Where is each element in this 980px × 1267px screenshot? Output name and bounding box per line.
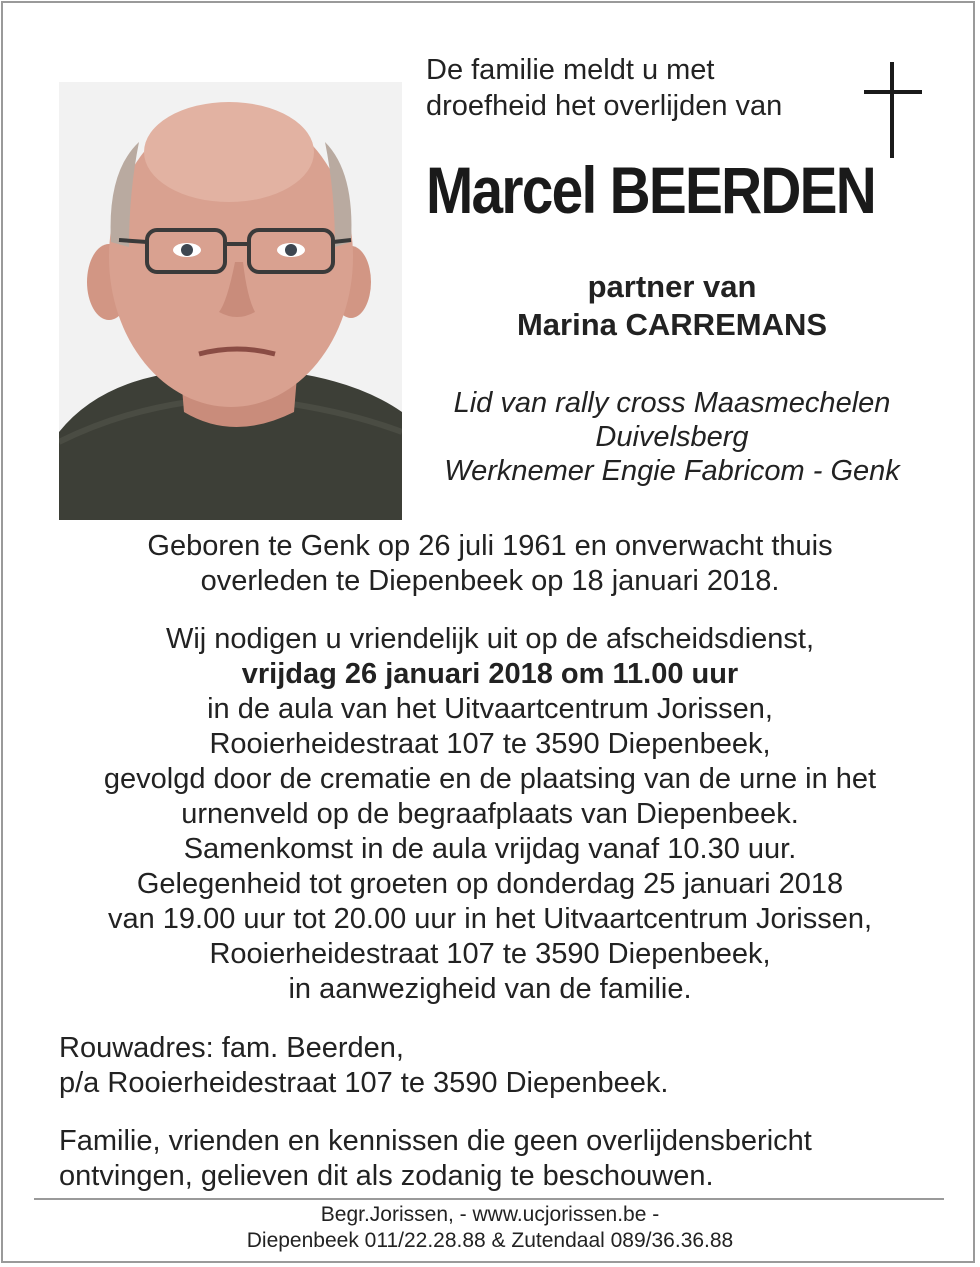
- notice-line: ontvingen, gelieven dit als zodanig te beschouwen.: [59, 1160, 714, 1192]
- service-info: [20, 622, 960, 1007]
- service-intro: Wij nodigen u vriendelijk uit op de afscheidsdienst,: [165, 623, 815, 655]
- notice: [59, 1124, 959, 1194]
- birth-line: Geboren te Genk op 26 juli 1961 en onverwacht thuis: [147, 530, 833, 562]
- service-line: Rooierheidestraat 107 te 3590 Diepenbeek,: [209, 938, 771, 970]
- deceased-name: Marcel BEERDEN: [426, 153, 876, 227]
- membership-line: Lid van rally cross Maasmechelen: [453, 387, 891, 419]
- service-line: Gelegenheid tot groeten op donderdag 25 januari 2018: [136, 868, 844, 900]
- service-line: Samenkomst in de aula vrijdag vanaf 10.30 uur.: [183, 833, 797, 865]
- membership-line: Duivelsberg: [595, 421, 749, 453]
- service-line: van 19.00 uur tot 20.00 uur in het Uitvaartcentrum Jorissen,: [107, 903, 873, 935]
- partner-label: partner van: [587, 269, 757, 304]
- birth-death-info: [20, 529, 960, 599]
- partner-info: [430, 268, 914, 344]
- announcement-line-2: droefheid het overlijden van: [426, 90, 783, 122]
- notice-line: Familie, vrienden en kennissen die geen overlijdensbericht: [59, 1125, 812, 1157]
- service-line: in de aula van het Uitvaartcentrum Jorissen,: [207, 693, 773, 725]
- footer: [20, 1202, 960, 1254]
- address-line: p/a Rooierheidestraat 107 te 3590 Diepenbeek.: [59, 1067, 669, 1099]
- address-line: Rouwadres: fam. Beerden,: [59, 1032, 404, 1064]
- service-line: urnenveld op de begraafplaats van Diepenbeek.: [181, 798, 799, 830]
- mourning-address: [59, 1031, 959, 1101]
- death-line: overleden te Diepenbeek op 18 januari 2018.: [200, 565, 780, 597]
- cross-icon: [864, 62, 922, 158]
- footer-divider: [34, 1198, 944, 1200]
- portrait-photo: [59, 82, 402, 520]
- service-line: gevolgd door de crematie en de plaatsing van de urne in het: [103, 763, 877, 795]
- service-datetime: vrijdag 26 januari 2018 om 11.00 uur: [241, 658, 739, 690]
- partner-name: Marina CARREMANS: [516, 307, 828, 342]
- footer-line: Begr.Jorissen, - www.ucjorissen.be -: [320, 1203, 660, 1226]
- membership-line: Werknemer Engie Fabricom - Genk: [444, 455, 900, 487]
- service-line: in aanwezigheid van de familie.: [288, 973, 692, 1005]
- announcement: [426, 52, 782, 124]
- footer-line: Diepenbeek 011/22.28.88 & Zutendaal 089/36.36.88: [246, 1229, 734, 1252]
- service-line: Rooierheidestraat 107 te 3590 Diepenbeek,: [209, 728, 771, 760]
- memberships: [420, 386, 924, 488]
- announcement-line-1: De familie meldt u met: [426, 54, 715, 86]
